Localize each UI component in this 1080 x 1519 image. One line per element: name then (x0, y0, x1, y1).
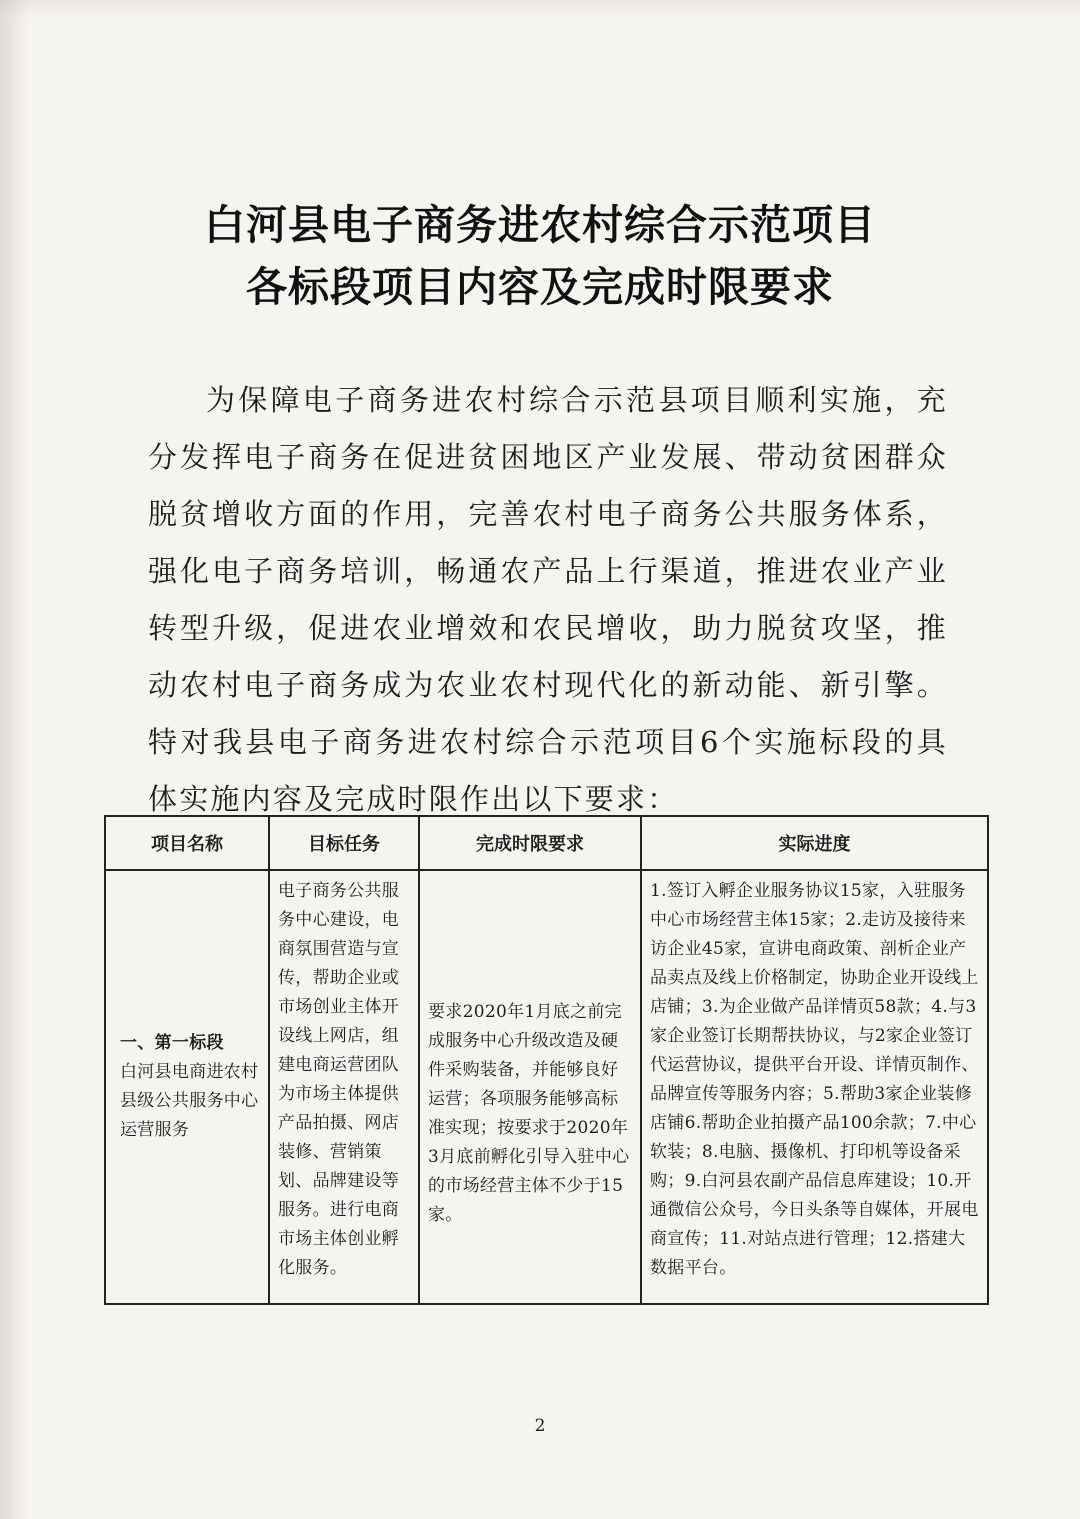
header-target-task: 目标任务 (269, 816, 419, 870)
project-table (104, 815, 989, 1305)
intro-paragraph: 为保障电子商务进农村综合示范县项目顺利实施，充分发挥电子商务在促进贫困地区产业发展、带动贫困群众脱贫增收方面的作用，完善农村电子商务公共服务体系，强化电子商务培训，畅通农产品上行渠道，推进农业产业转型升级，促进农业增效和农民增收，助力脱贫攻坚，推动农村电子商务成为农业农村现代化的新动能、新引擎。特对我县电子商务进农村综合示范项目6个实施标段的具体实施内容及完成时限作出以下要求： (148, 383, 948, 816)
page-top-shadow (0, 0, 1080, 20)
cell-deadline: 要求2020年1月底之前完成服务中心升级改造及硬件采购装备，并能够良好运营；各项服务能够高标准实现；按要求于2020年3月底前孵化引导入驻中心的市场经营主体不少于15家。 (419, 870, 641, 1304)
document-title-line1: 白河县电子商务进农村综合示范项目 (204, 201, 876, 249)
cell-project-name (105, 870, 269, 1304)
intro-section (148, 372, 948, 828)
table-row (105, 870, 988, 1304)
table-header-row (105, 816, 988, 870)
header-project-name: 项目名称 (105, 816, 269, 870)
header-deadline: 完成时限要求 (419, 816, 641, 870)
cell-target-task: 电子商务公共服务中心建设，电商氛围营造与宣传，帮助企业或市场创业主体开设线上网店，组建电商运营团队为市场主体提供产品拍摄、网店装修、营销策划、品牌建设等服务。进行电商市场主体创业孵化服务。 (269, 870, 419, 1304)
project-name: 白河县电商进农村县级公共服务中心运营服务 (120, 1062, 259, 1140)
section-label: 一、第一标段 (120, 1033, 224, 1053)
header-progress: 实际进度 (641, 816, 988, 870)
page-number: 2 (534, 1416, 546, 1436)
document-title-line2: 各标段项目内容及完成时限要求 (246, 263, 834, 311)
cell-progress: 1.签订入孵企业服务协议15家，入驻服务中心市场经营主体15家；2.走访及接待来访企业45家，宣讲电商政策、剖析企业产品卖点及线上价格制定，协助企业开设线上店铺；3.为企业做产品详情页58款；4.与3家企业签订长期帮扶协议，与2家企业签订代运营协议，提供平台开设、详情页制作、品牌宣传等服务内容；5.帮助3家企业装修店铺6.帮助企业拍摄产品100余款；7.中心软装；8.电脑、摄像机、打印机等设备采购；9.白河县农副产品信息库建设；10.开通微信公众号，今日头条等自媒体，开展电商宣传；11.对站点进行管理；12.搭建大数据平台。 (641, 870, 988, 1304)
